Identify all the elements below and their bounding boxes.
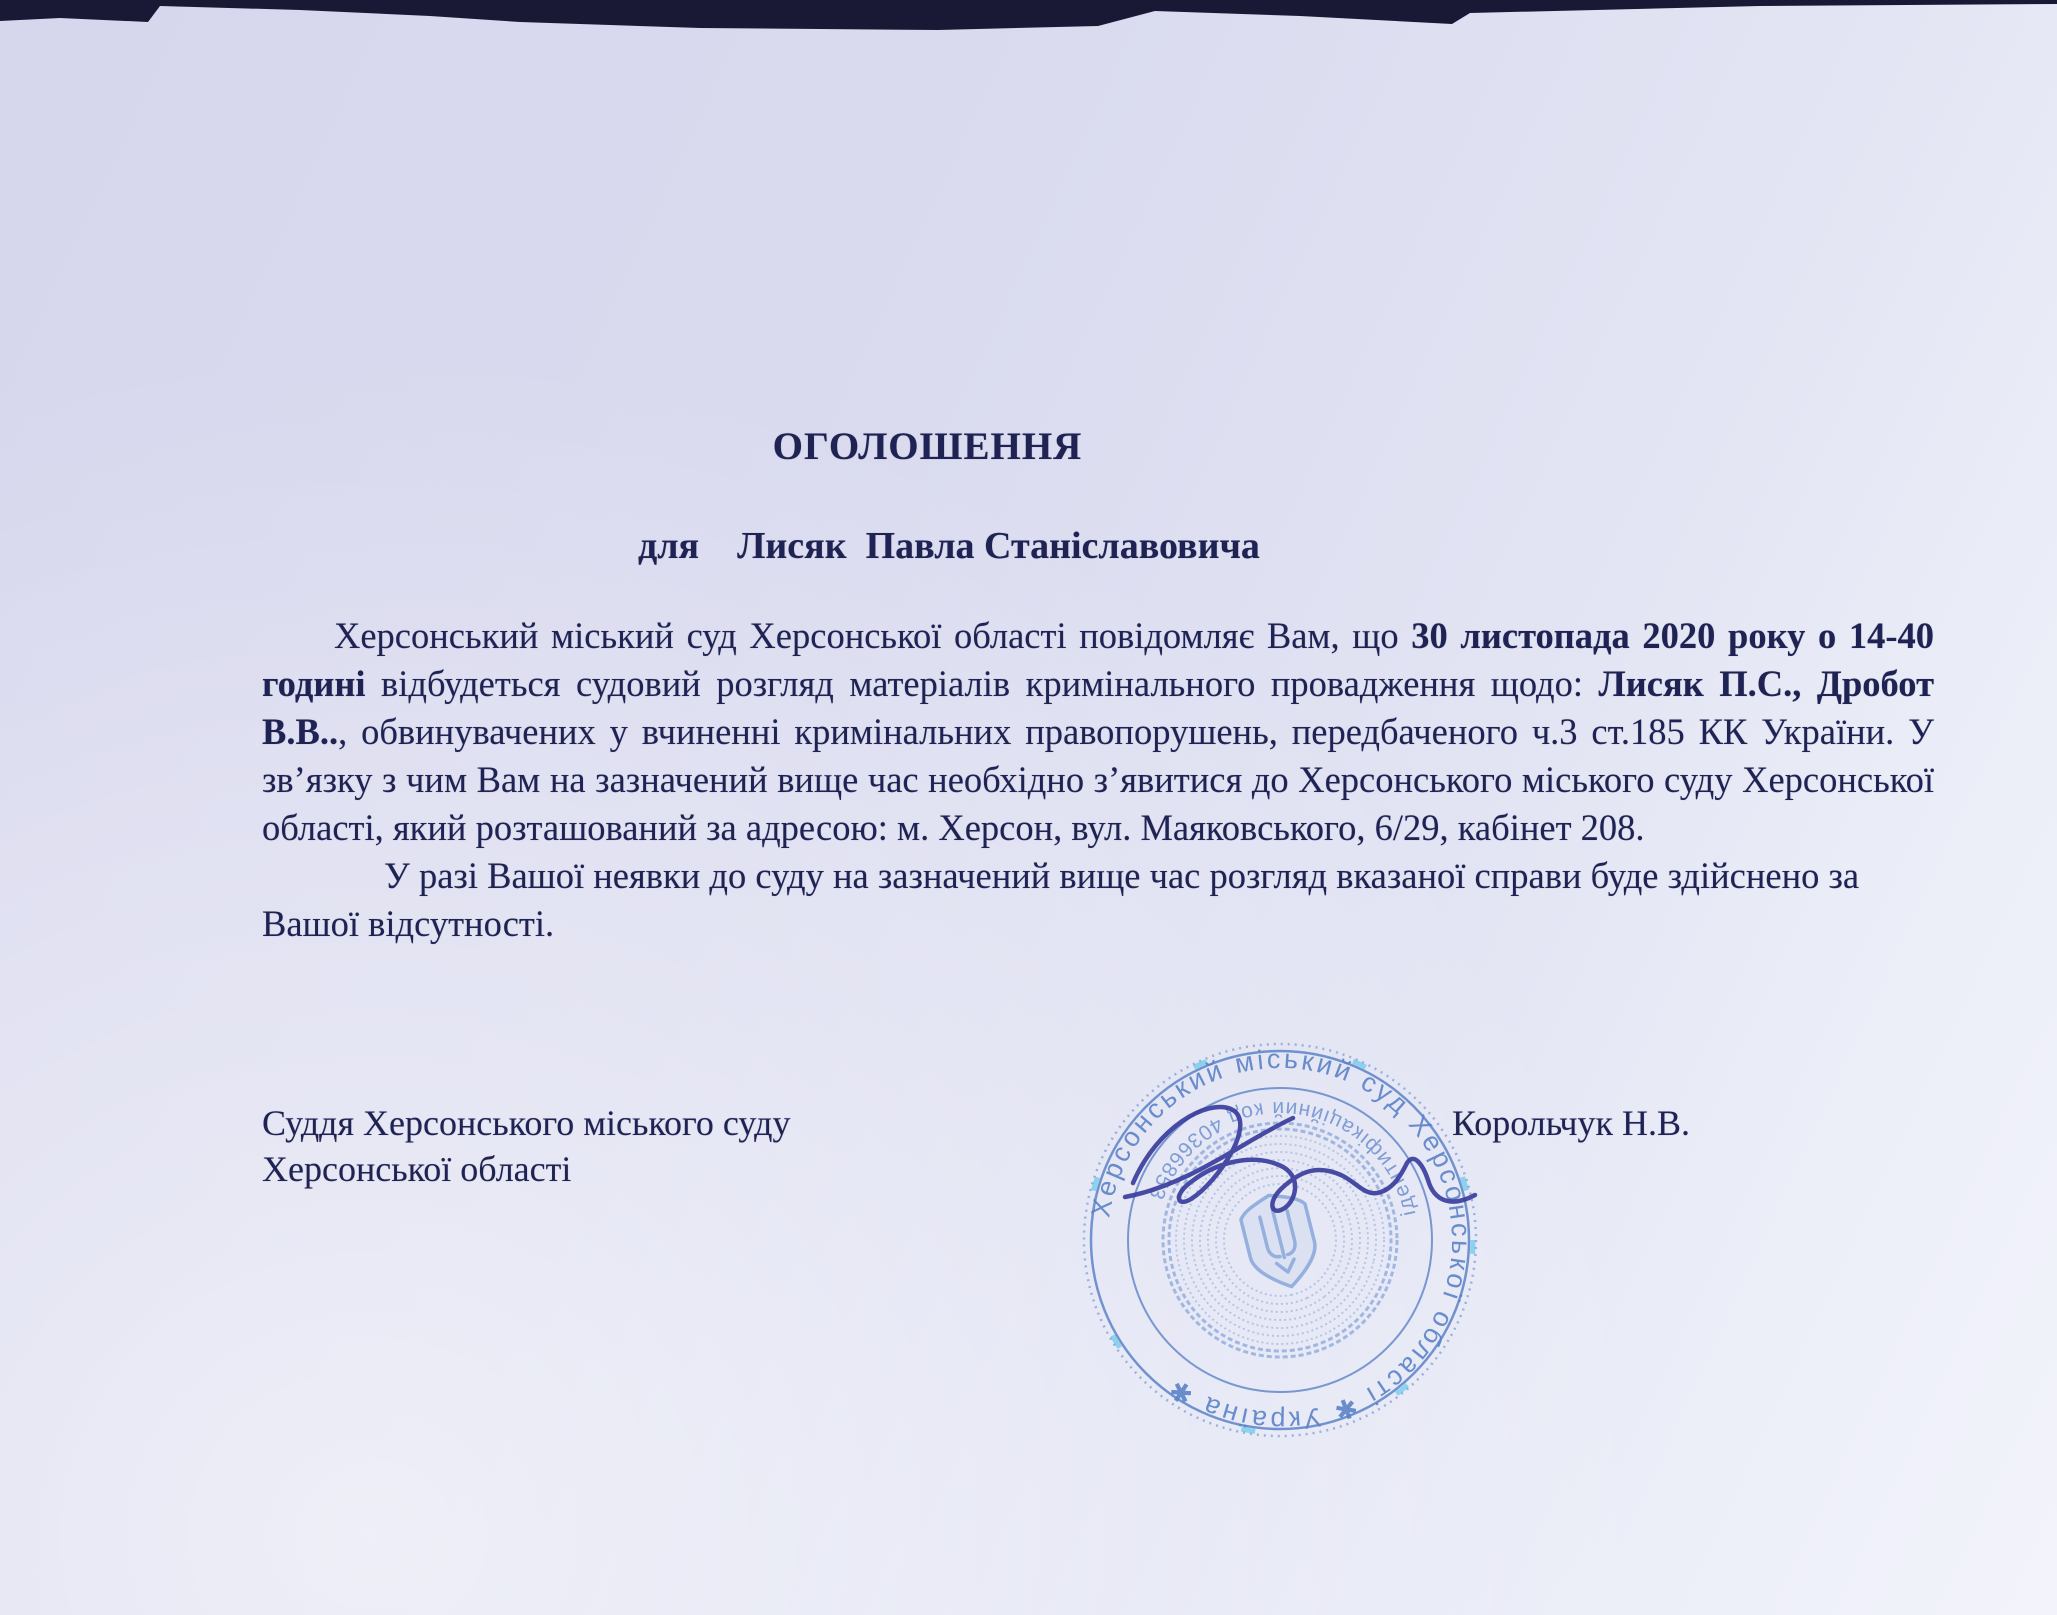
document-body — [262, 612, 1934, 948]
paper-torn-edge — [0, 0, 2057, 30]
signer-title-line1: Суддя Херсонського міського суду — [262, 1103, 791, 1143]
seal-outer-ring-text: Херсонський міський суд Херсонської області ✱ Україна ✱ — [1085, 1043, 1477, 1437]
text-segment: Лисяк П.С., Дробот В.В.. — [262, 663, 1934, 752]
text-segment: Херсонський міський суд Херсонської області повідомляє Вам, що — [334, 615, 1412, 656]
text-segment: 30 листопада 2020 року о 14-40 годині — [262, 615, 1934, 704]
signer-title — [262, 1100, 1022, 1192]
addressee-line: для Лисяк Павла Станіславовича — [638, 525, 1260, 567]
trident-emblem-icon — [1237, 1187, 1324, 1294]
court-seal-svg — [1055, 1015, 1505, 1465]
signer-name: Корольчук Н.В. — [1452, 1103, 1690, 1143]
court-seal-stamp — [1055, 1015, 1505, 1465]
page-title: ОГОЛОШЕННЯ — [772, 425, 1083, 468]
body-paragraph-1 — [262, 612, 1934, 852]
photo-background-edge — [0, 0, 2057, 40]
body-paragraph-2: У разі Вашої неявки до суду на зазначений вище час розгляд вказаної справи буде здійснено за Вашої відсутності. — [262, 855, 1860, 944]
text-segment: , обвинувачених у вчиненні кримінальних правопорушень, передбаченого ч.3 ст.185 КК України. У зв’язку з чим Вам на зазначений вище час необхідно з’явитися до Херсонського міського суду Херсонської області, який розташований за адресою: м. Херсон, вул. Маяковського, 6/29, кабінет 208. — [262, 711, 1934, 848]
seal-inner-ring-text: ідентифікаційний код 40366853 — [1143, 1096, 1421, 1218]
text-segment: відбудеться судовий розгляд матеріалів кримінального провадження щодо: — [365, 663, 1599, 704]
signer-title-line2: Херсонської області — [262, 1149, 572, 1189]
